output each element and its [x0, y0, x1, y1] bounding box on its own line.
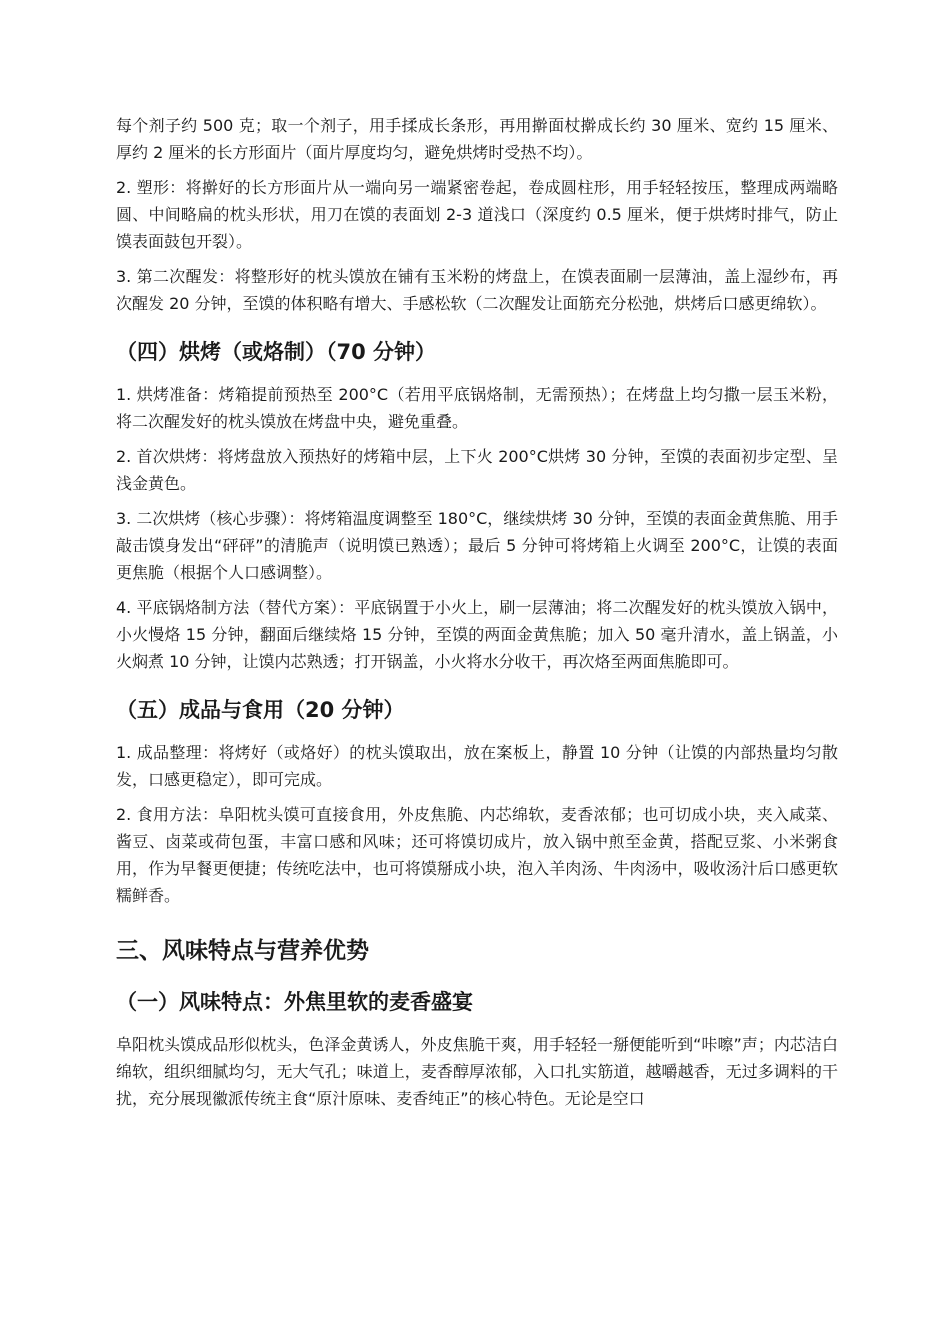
paragraph-first-bake: 2. 首次烘烤：将烤盘放入预热好的烤箱中层，上下火 200°C烘烤 30 分钟，至馍的表面初步定型、呈浅金黄色。: [116, 447, 838, 493]
paragraph-finishing: 1. 成品整理：将烤好（或烙好）的枕头馍取出，放在案板上，静置 10 分钟（让馍的内部热量均匀散发，口感更稳定），即可完成。: [116, 743, 838, 789]
paragraph-shaping: 2. 塑形：将擀好的长方形面片从一端向另一端紧密卷起，卷成圆柱形，用手轻轻按压，整理成两端略圆、中间略扁的枕头形状，用刀在馍的表面划 2-3 道浅口（深度约 0.5 厘米，便于烘烤时排气，防止馍表面鼓包开裂）。: [116, 178, 838, 251]
paragraph-second-bake: 3. 二次烘烤（核心步骤）：将烤箱温度调整至 180°C，继续烘烤 30 分钟，至馍的表面金黄焦脆、用手敲击馍身发出“砰砰”的清脆声（说明馍已熟透）；最后 5 分钟可将烤箱上火调至 200°C，让馍的表面更焦脆（根据个人口感调整）。: [116, 509, 838, 582]
paragraph-pan-method: 4. 平底锅烙制方法（替代方案）：平底锅置于小火上，刷一层薄油；将二次醒发好的枕头馍放入锅中，小火慢烙 15 分钟，翻面后继续烙 15 分钟，至馍的两面金黄焦脆；加入 50 毫升清水，盖上锅盖，小火焖煮 10 分钟，让馍内芯熟透；打开锅盖，小火将水分收干，再次烙至两面焦脆即可。: [116, 598, 838, 671]
section-heading-flavor-nutrition: 三、风味特点与营养优势: [116, 938, 369, 964]
paragraph-eating-methods: 2. 食用方法：阜阳枕头馍可直接食用，外皮焦脆、内芯绵软，麦香浓郁；也可切成小块，夹入咸菜、酱豆、卤菜或荷包蛋，丰富口感和风味；还可将馍切成片，放入锅中煎至金黄，搭配豆浆、小米粥食用，作为早餐更便捷；传统吃法中，也可将馍掰成小块，泡入羊肉汤、牛肉汤中，吸收汤汁后口感更软糯鲜香。: [116, 805, 838, 905]
paragraph-flavor-description: 阜阳枕头馍成品形似枕头，色泽金黄诱人，外皮焦脆干爽，用手轻轻一掰便能听到“咔嚓”声；内芯洁白绵软，组织细腻均匀，无大气孔；味道上，麦香醇厚浓郁，入口扎实筋道，越嚼越香，无过多调料的干扰，充分展现徽派传统主食“原汁原味、麦香纯正”的核心特色。无论是空口: [116, 1035, 838, 1108]
subsection-heading-serving: （五）成品与食用（20 分钟）: [116, 698, 405, 722]
subsection-heading-flavor: （一）风味特点：外焦里软的麦香盛宴: [116, 990, 473, 1014]
paragraph-dough-rolling: 每个剂子约 500 克；取一个剂子，用手揉成长条形，再用擀面杖擀成长约 30 厘米、宽约 15 厘米、厚约 2 厘米的长方形面片（面片厚度均匀，避免烘烤时受热不均）。: [116, 116, 838, 162]
paragraph-bake-prep: 1. 烘烤准备：烤箱提前预热至 200°C（若用平底锅烙制，无需预热）；在烤盘上均匀撒一层玉米粉，将二次醒发好的枕头馍放在烤盘中央，避免重叠。: [116, 385, 838, 431]
document-page: [116, 112, 838, 1120]
paragraph-second-proof: 3. 第二次醒发：将整形好的枕头馍放在铺有玉米粉的烤盘上，在馍表面刷一层薄油，盖上湿纱布，再次醒发 20 分钟，至馍的体积略有增大、手感松软（二次醒发让面筋充分松弛，烘烤后口感更绵软）。: [116, 267, 838, 313]
subsection-heading-baking: （四）烘烤（或烙制）（70 分钟）: [116, 340, 437, 364]
